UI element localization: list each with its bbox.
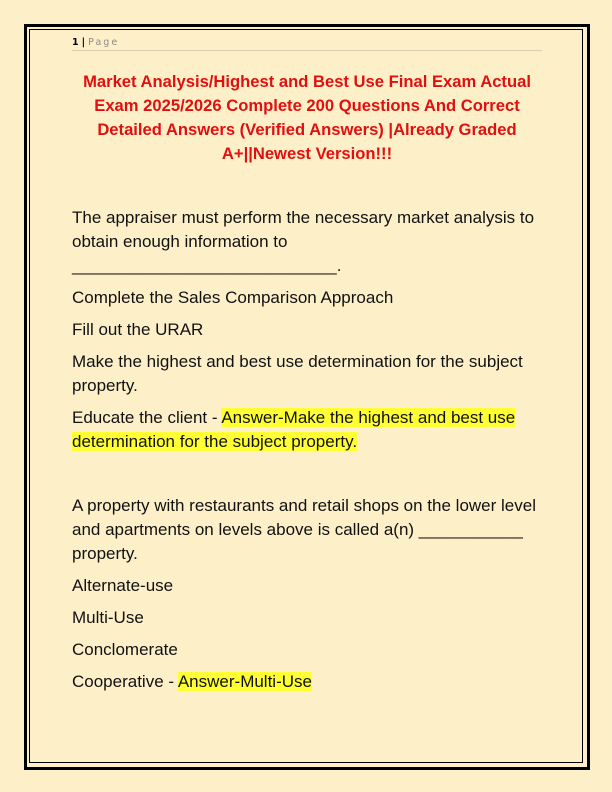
page-separator: | xyxy=(81,37,86,48)
answer-option-final xyxy=(72,670,542,694)
highlighted-answer: Answer-Make the highest and best use determination for the subject property. xyxy=(72,408,516,451)
page-label: Page xyxy=(88,37,120,48)
question-block xyxy=(72,494,542,694)
option-text: Cooperative - xyxy=(72,672,178,691)
option-text: Educate the client - xyxy=(72,408,222,427)
document-title: Market Analysis/Highest and Best Use Final Exam Actual Exam 2025/2026 Complete 200 Questions And Correct Detailed Answers (Verified Answers) |Already Graded A+||Newest Version!!! xyxy=(83,72,531,163)
answer-option: Alternate-use xyxy=(72,576,174,595)
document-body xyxy=(72,206,542,702)
question-block xyxy=(72,206,542,454)
answer-option: Fill out the URAR xyxy=(72,320,204,339)
answer-option: Conclomerate xyxy=(72,640,178,659)
question-text: The appraiser must perform the necessary market analysis to obtain enough information to ____________________________. xyxy=(72,208,535,275)
page-header xyxy=(72,36,542,51)
highlighted-answer: Answer-Multi-Use xyxy=(177,672,312,691)
answer-option: Complete the Sales Comparison Approach xyxy=(72,288,394,307)
answer-option-final xyxy=(72,406,542,454)
answer-option: Multi-Use xyxy=(72,608,144,627)
answer-option: Make the highest and best use determination for the subject property. xyxy=(72,352,523,395)
question-spacer xyxy=(72,462,542,494)
question-text: A property with restaurants and retail shops on the lower level and apartments on levels above is called a(n) ___________ property. xyxy=(72,496,536,563)
page-number: 1 xyxy=(72,37,79,48)
